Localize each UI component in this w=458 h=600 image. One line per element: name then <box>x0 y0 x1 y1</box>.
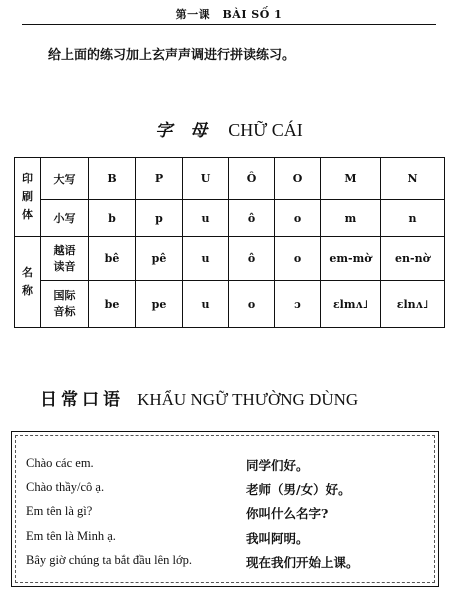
lowercase-label: 小写 <box>41 200 89 237</box>
letter-cell: o <box>275 200 321 237</box>
reading-cell: bê <box>89 237 136 281</box>
ipa-cell: pe <box>136 281 183 328</box>
viet-reading-row <box>15 237 445 281</box>
ipa-cell: ɛlmʌ˩ <box>321 281 381 328</box>
viet-reading-label: 越语 读音 <box>41 237 89 281</box>
lowercase-row <box>15 200 445 237</box>
phrase-row <box>26 553 426 573</box>
letter-cell: Ô <box>229 158 275 200</box>
letter-cell: n <box>381 200 445 237</box>
letter-cell: B <box>89 158 136 200</box>
phrase-vn: Em tên là Minh ạ. <box>26 529 116 543</box>
name-label: 名 称 <box>15 237 41 328</box>
lesson-number-cn: 第一课 <box>175 8 211 21</box>
phrases-title-vn: KHẨU NGỮ THƯỜNG DÙNG <box>137 390 359 409</box>
letter-cell: N <box>381 158 445 200</box>
uppercase-row <box>15 158 445 200</box>
letter-cell: O <box>275 158 321 200</box>
ipa-cell: be <box>89 281 136 328</box>
header-rule <box>22 24 436 25</box>
ipa-cell: ɔ <box>275 281 321 328</box>
phrase-cn: 现在我们开始上课。 <box>246 555 359 570</box>
alphabet-title-vn: CHỮ CÁI <box>228 120 303 140</box>
letter-cell: m <box>321 200 381 237</box>
letter-cell: u <box>183 200 229 237</box>
print-form-label: 印 刷 体 <box>15 158 41 237</box>
phrase-cn: 老师（男/女）好。 <box>246 482 351 497</box>
reading-cell: o <box>275 237 321 281</box>
letter-cell: M <box>321 158 381 200</box>
phrase-cn: 我叫阿明。 <box>246 531 309 546</box>
alphabet-title-cn: 字 母 <box>155 121 214 141</box>
reading-cell: u <box>183 237 229 281</box>
ipa-label: 国际 音标 <box>41 281 89 328</box>
phrase-cn: 你叫什么名字? <box>246 506 329 521</box>
alphabet-section-title <box>0 116 458 141</box>
reading-cell: en-nờ <box>381 237 445 281</box>
letter-cell: ô <box>229 200 275 237</box>
phrase-row <box>26 529 426 549</box>
ipa-cell: u <box>183 281 229 328</box>
phrase-row <box>26 480 426 500</box>
phrase-row <box>26 456 426 476</box>
reading-cell: em-mờ <box>321 237 381 281</box>
exercise-instruction: 给上面的练习加上玄声声调进行拼读练习。 <box>48 48 296 63</box>
phrase-vn: Chào các em. <box>26 456 94 470</box>
phrase-row <box>26 504 426 524</box>
letter-cell: U <box>183 158 229 200</box>
phrases-section-title <box>40 385 458 410</box>
phrase-cn: 同学们好。 <box>246 458 309 473</box>
ipa-cell: o <box>229 281 275 328</box>
letter-cell: p <box>136 200 183 237</box>
ipa-cell: ɛlnʌ˩ <box>381 281 445 328</box>
reading-cell: ô <box>229 237 275 281</box>
phrases-box <box>11 431 439 587</box>
reading-cell: pê <box>136 237 183 281</box>
lesson-number-vn: BÀI SỐ 1 <box>222 8 283 21</box>
phrase-vn: Em tên là gì? <box>26 504 93 518</box>
alphabet-table <box>14 157 445 328</box>
phrases-title-cn: 日常口语 <box>40 390 124 410</box>
letter-cell: b <box>89 200 136 237</box>
phrase-vn: Bây giờ chúng ta bắt đầu lên lớp. <box>26 553 192 567</box>
page-header <box>22 6 436 22</box>
uppercase-label: 大写 <box>41 158 89 200</box>
phrase-vn: Chào thầy/cô ạ. <box>26 480 105 494</box>
letter-cell: P <box>136 158 183 200</box>
ipa-row <box>15 281 445 328</box>
